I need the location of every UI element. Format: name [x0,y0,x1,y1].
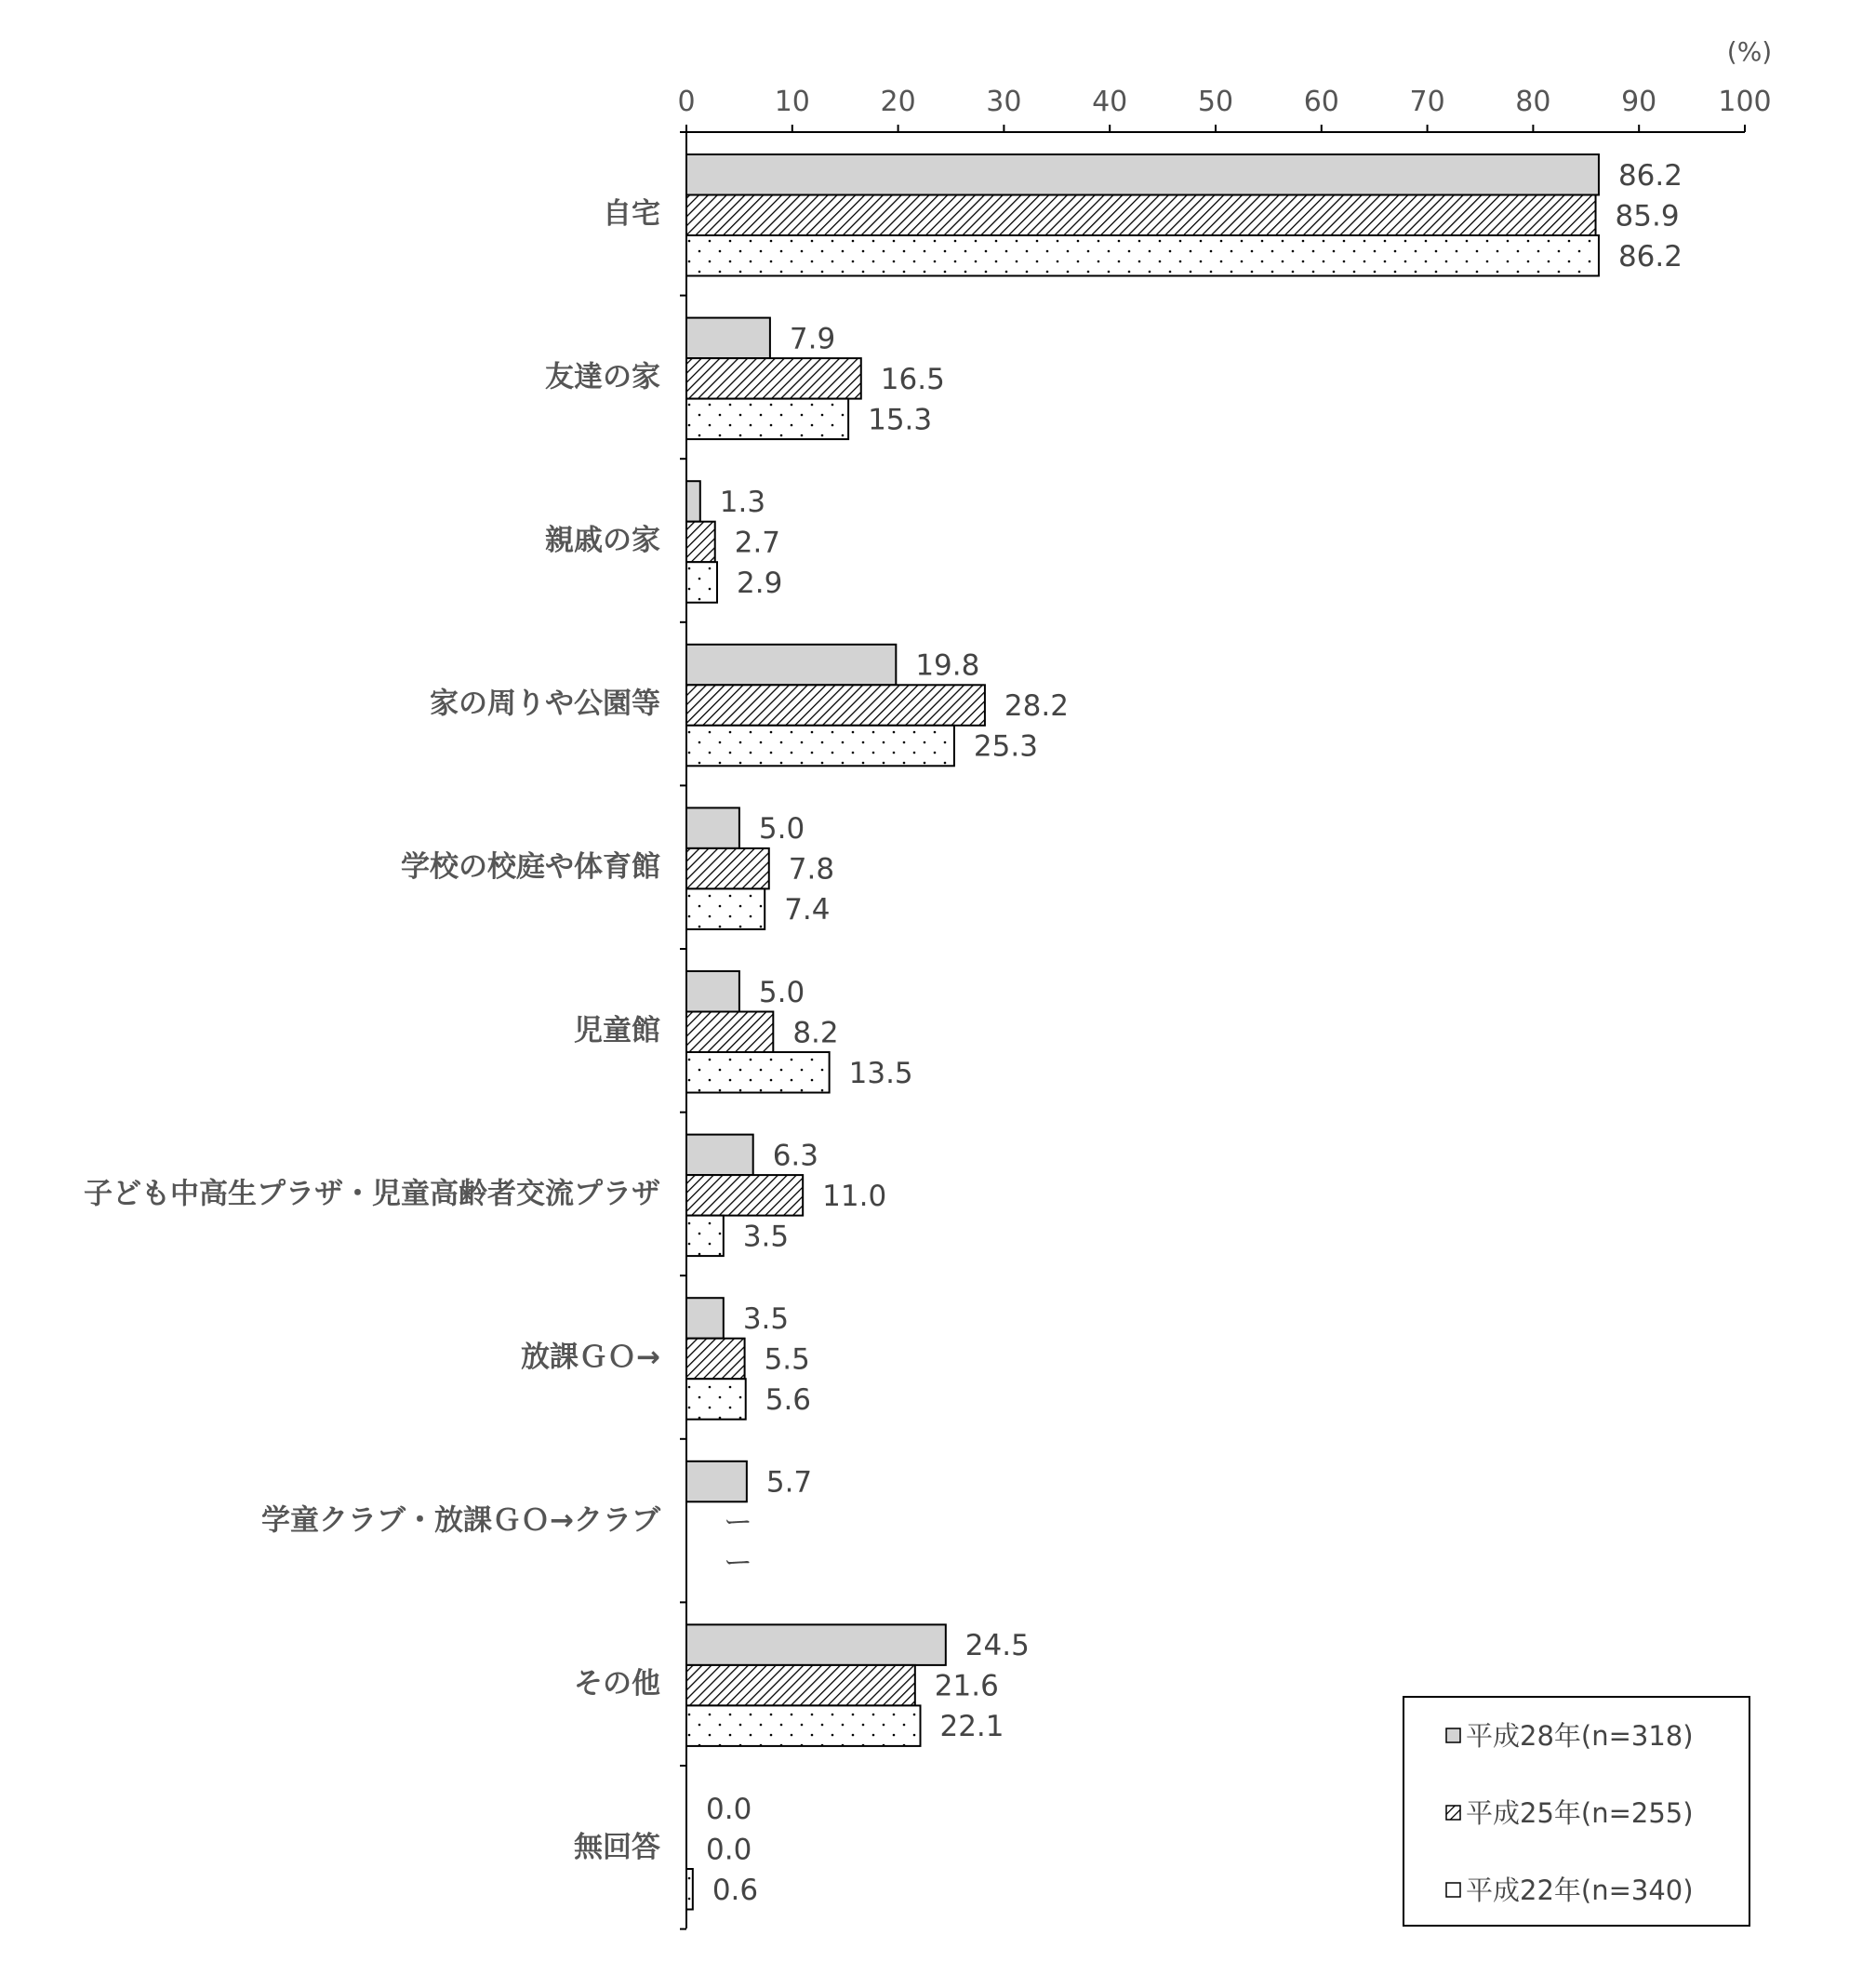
category-label: 家の周りや公園等 [430,687,660,721]
x-tick-label: 20 [880,86,916,118]
category-label: 自宅 [603,196,660,231]
data-label: 7.4 [784,893,831,927]
bar [686,1705,920,1746]
x-tick-label: 0 [677,86,696,118]
bar [686,1052,830,1093]
category-label: 放課ＧＯ→ [521,1341,660,1374]
bar [686,195,1596,236]
x-tick-label: 90 [1621,86,1657,118]
legend-item-2 [1446,1797,1694,1829]
category-label: 親戚の家 [545,524,660,557]
bar [686,1461,747,1502]
category-label: 無回答 [574,1830,660,1864]
data-label: 24.5 [964,1629,1030,1663]
data-label: 2.9 [737,566,783,600]
legend-label-1: 平成28年(n=318) [1466,1720,1694,1752]
bar [686,481,700,522]
bar [686,399,848,440]
legend-swatch-hatch [1446,1806,1460,1820]
bar [686,1869,693,1910]
bar [686,971,739,1012]
data-label: 1.3 [719,485,766,519]
bar [686,358,861,399]
data-label: 0.6 [712,1873,759,1907]
bar [686,1665,915,1706]
bar [686,726,954,767]
data-label: ー [724,1546,752,1581]
legend [1403,1697,1749,1926]
legend-item-1 [1446,1720,1694,1752]
legend-item-3 [1446,1875,1694,1906]
bar [686,645,896,686]
category-label: 学童クラブ・放課ＧＯ→クラブ [261,1503,660,1538]
data-label: 3.5 [742,1301,790,1336]
data-label: 28.2 [1004,689,1069,724]
bar [686,1216,724,1257]
data-label: 21.6 [934,1669,999,1703]
unit-label: (%) [1726,36,1773,67]
bar [686,562,717,603]
data-label: 19.8 [915,648,980,683]
data-label: 25.3 [973,729,1038,764]
data-label: 11.0 [822,1179,887,1213]
data-label: ー [724,1506,752,1541]
data-label: 0.0 [706,1833,752,1867]
bar [686,1175,803,1216]
legend-swatch-dots [1446,1883,1460,1897]
data-label: 2.7 [734,526,781,560]
bar [686,848,769,889]
x-tick-label: 30 [986,86,1022,118]
bar [686,807,739,848]
category-label: 学校の校庭や体育館 [401,850,660,885]
x-tick-label: 80 [1515,86,1551,118]
category-label: 子ども中高生プラザ・児童高齢者交流プラザ [84,1177,660,1211]
data-label: 86.2 [1617,239,1683,274]
data-label: 3.5 [742,1220,790,1254]
data-label: 8.2 [792,1016,839,1050]
bar [686,1135,753,1176]
legend-label-2: 平成25年(n=255) [1466,1797,1694,1829]
bar [686,318,770,359]
data-label: 5.5 [764,1342,810,1377]
data-label: 16.5 [880,362,945,396]
x-tick-label: 100 [1718,86,1772,118]
bar [686,154,1599,195]
bar [686,1012,773,1053]
data-label: 86.2 [1617,158,1683,193]
data-label: 22.1 [939,1710,1004,1744]
x-tick-label: 60 [1303,86,1339,118]
data-label: 5.0 [758,975,805,1009]
data-label: 6.3 [772,1139,819,1173]
bar [686,1379,746,1420]
x-tick-label: 40 [1092,86,1128,118]
bar [686,522,715,563]
bar [686,1624,946,1665]
data-label: 7.8 [788,852,835,887]
x-tick-label: 50 [1197,86,1234,118]
data-label: 7.9 [789,322,836,356]
x-tick-label: 10 [774,86,810,118]
data-label: 5.6 [765,1382,812,1417]
bar [686,1339,745,1380]
legend-label-3: 平成22年(n=340) [1466,1875,1694,1906]
data-label: 0.0 [706,1792,752,1826]
data-label: 5.7 [765,1465,813,1500]
data-label: 85.9 [1615,199,1680,233]
bar [686,888,765,929]
bar [686,685,985,726]
category-label: 児童館 [574,1013,660,1047]
data-label: 5.0 [758,812,805,847]
bar [686,1298,724,1339]
legend-swatch-solid [1446,1728,1460,1742]
category-labels [84,197,661,1864]
category-label: その他 [574,1667,660,1701]
data-label: 15.3 [868,403,933,437]
bar [686,235,1599,276]
x-tick-label: 70 [1409,86,1445,118]
category-label: 友達の家 [545,360,660,394]
data-label: 13.5 [848,1056,913,1090]
